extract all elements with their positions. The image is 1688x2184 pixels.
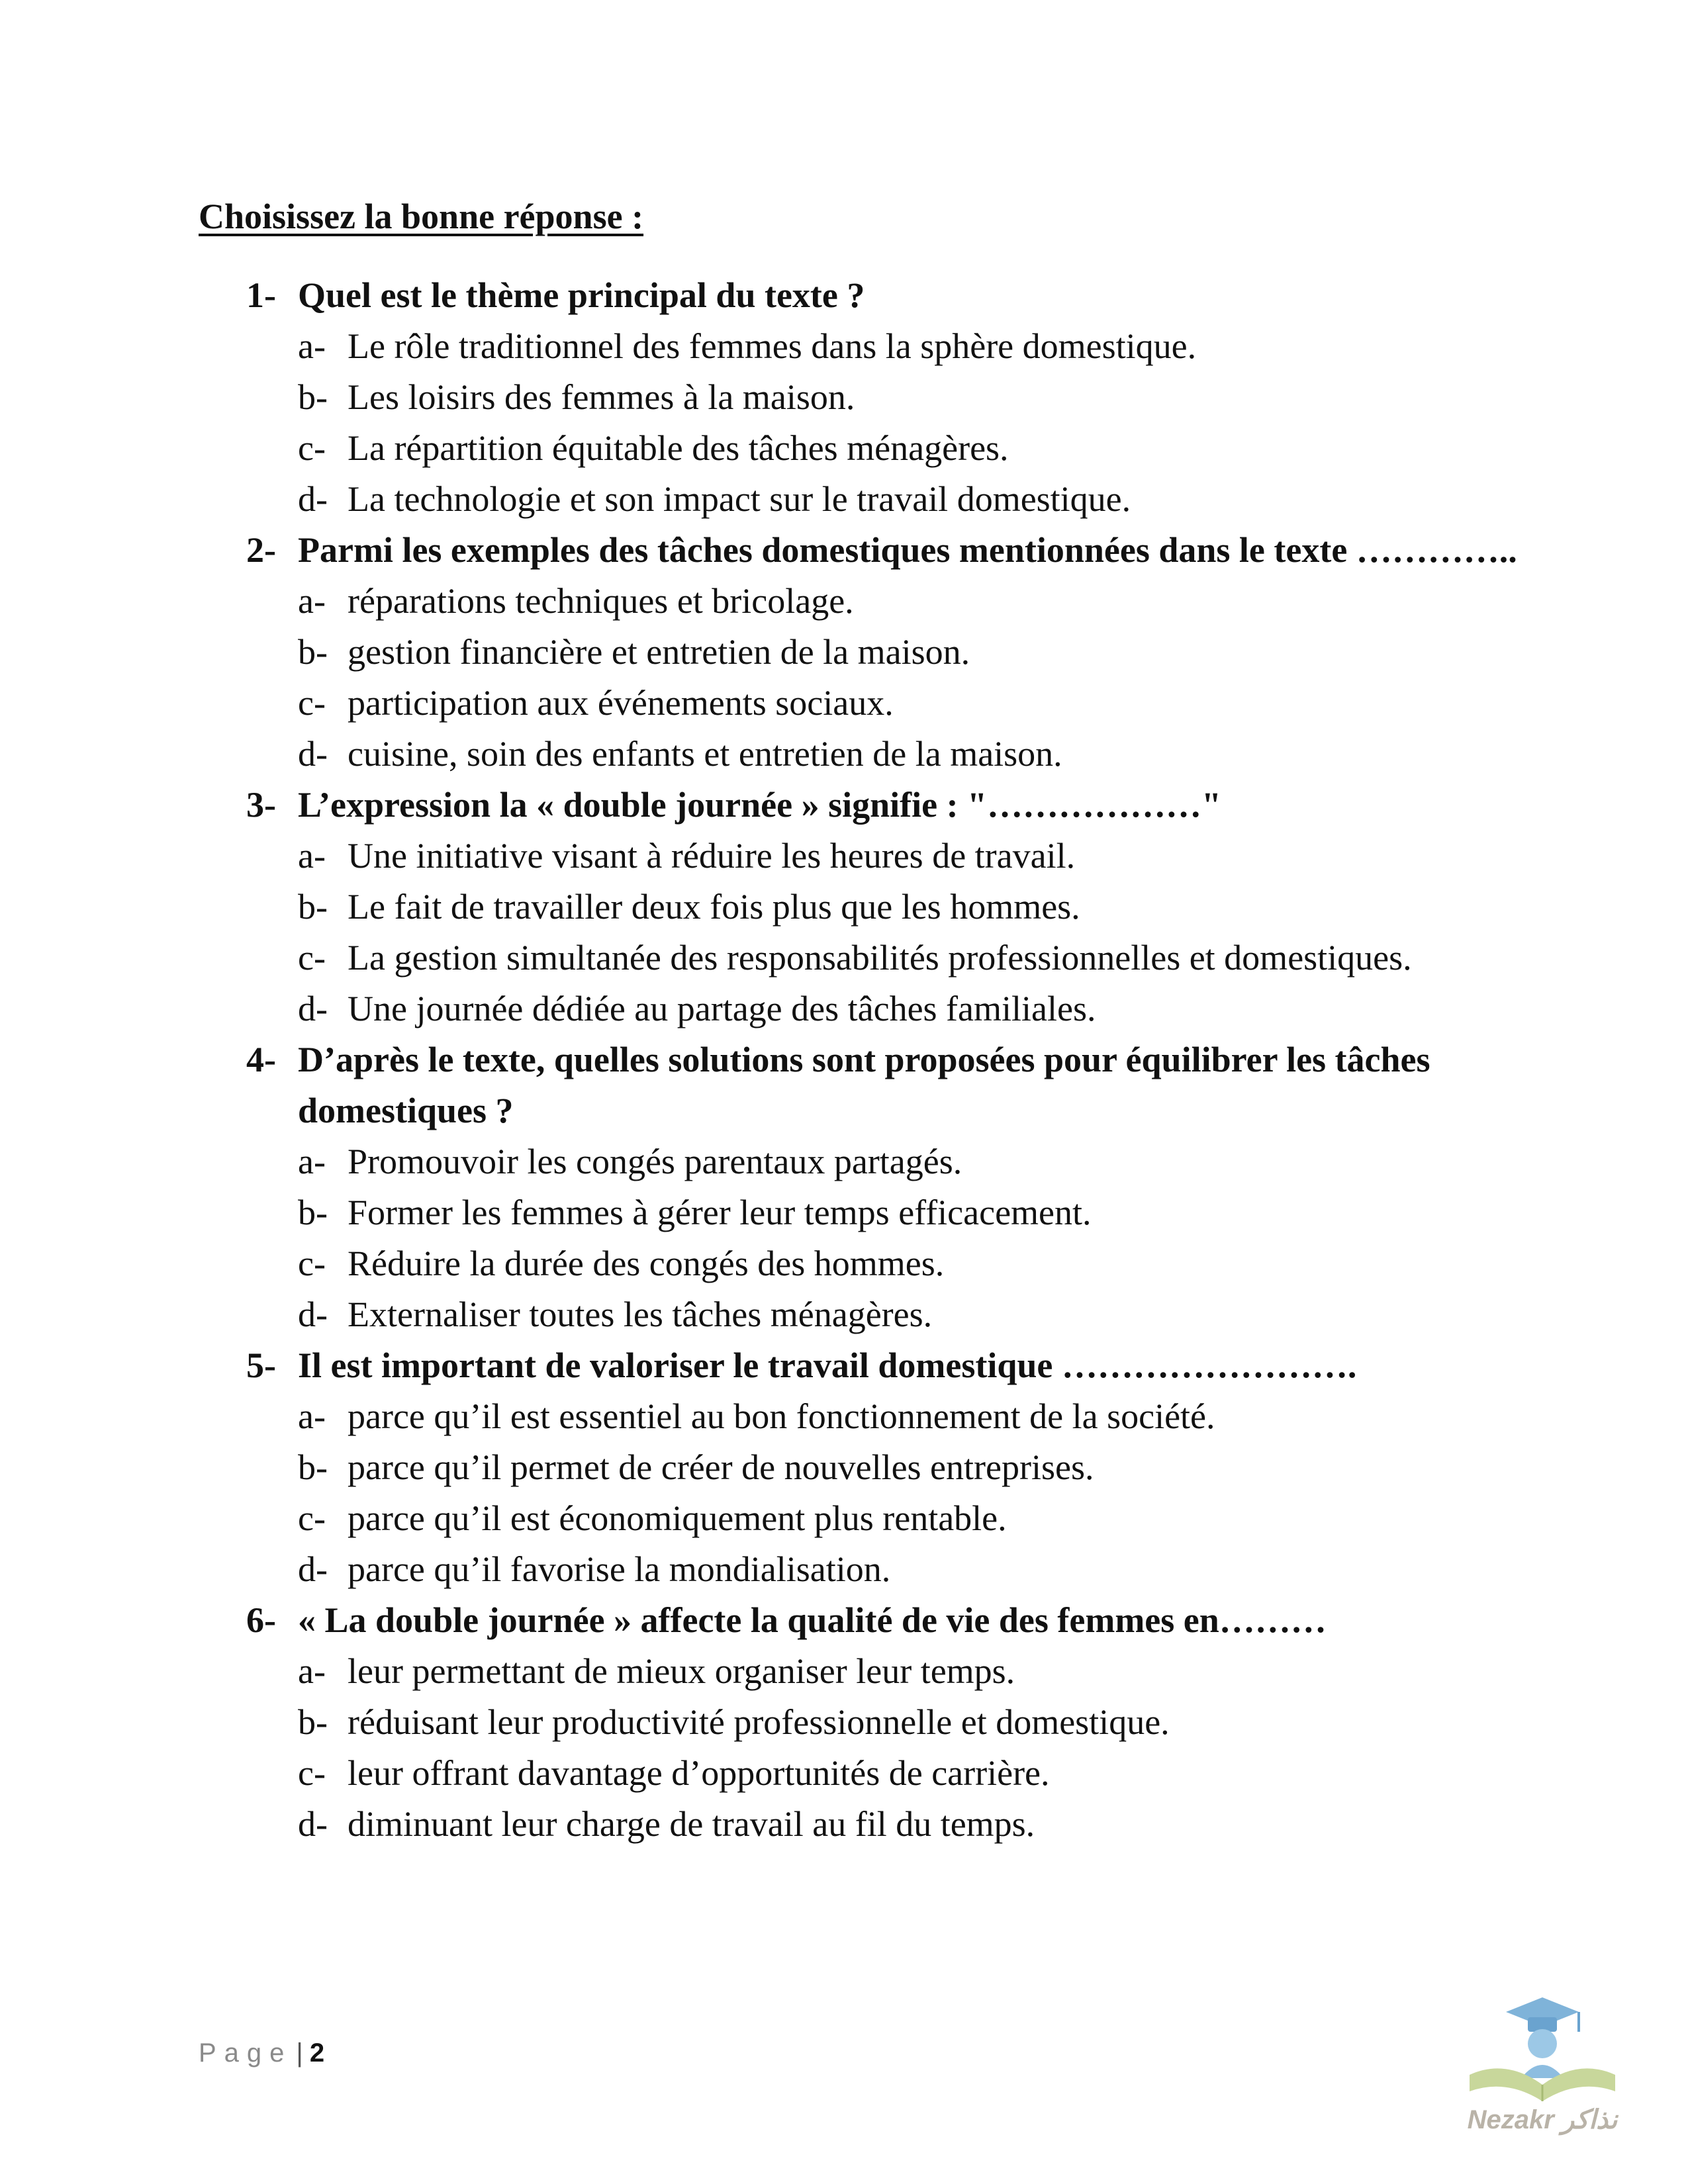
question-text: Parmi les exemples des tâches domestiques mentionnées dans le texte ………….. [298, 530, 1517, 570]
answer-option[interactable] [246, 372, 1544, 423]
option-letter: a- [298, 1651, 326, 1691]
question-stem [246, 1034, 1544, 1136]
question-number: 1- [246, 275, 276, 315]
answer-option[interactable] [246, 831, 1544, 882]
option-letter: c- [298, 1498, 326, 1538]
question-stem [246, 780, 1544, 831]
option-text: leur permettant de mieux organiser leur temps. [348, 1651, 1015, 1691]
option-letter: a- [298, 581, 326, 621]
answer-option[interactable] [246, 1646, 1544, 1697]
question-stem [246, 525, 1544, 576]
question-2 [246, 525, 1544, 780]
answer-option[interactable] [246, 423, 1544, 474]
option-text: Former les femmes à gérer leur temps efficacement. [348, 1193, 1092, 1232]
option-text: Une initiative visant à réduire les heures de travail. [348, 836, 1076, 876]
question-number: 2- [246, 530, 276, 570]
answer-option[interactable] [246, 627, 1544, 678]
option-letter: b- [298, 1193, 328, 1232]
option-letter: d- [298, 479, 328, 519]
section-title: Choisissez la bonne réponse : [199, 197, 644, 236]
option-letter: a- [298, 836, 326, 876]
option-text: leur offrant davantage d’opportunités de carrière. [348, 1753, 1050, 1793]
option-text: réduisant leur productivité professionnelle et domestique. [348, 1702, 1170, 1742]
option-text: parce qu’il favorise la mondialisation. [348, 1549, 891, 1589]
question-stem [246, 270, 1544, 321]
option-letter: a- [298, 326, 326, 366]
option-text: participation aux événements sociaux. [348, 683, 894, 723]
option-text: Réduire la durée des congés des hommes. [348, 1244, 945, 1283]
option-letter: d- [298, 1295, 328, 1334]
option-text: Les loisirs des femmes à la maison. [348, 377, 855, 417]
option-text: cuisine, soin des enfants et entretien de la maison. [348, 734, 1062, 774]
option-letter: c- [298, 1753, 326, 1793]
option-text: parce qu’il permet de créer de nouvelles entreprises. [348, 1447, 1094, 1487]
answer-option[interactable] [246, 933, 1544, 983]
option-letter: d- [298, 734, 328, 774]
nezakr-logo [1443, 1985, 1642, 2158]
option-letter: d- [298, 1549, 328, 1589]
option-letter: c- [298, 683, 326, 723]
option-text: Le fait de travailler deux fois plus que les hommes. [348, 887, 1080, 927]
page-number: 2 [309, 2038, 325, 2068]
option-letter: b- [298, 1447, 328, 1487]
option-letter: b- [298, 377, 328, 417]
question-text: L’expression la « double journée » signifie : "………………" [298, 785, 1222, 825]
option-letter: c- [298, 938, 326, 978]
question-number: 4- [246, 1040, 276, 1079]
question-4 [246, 1034, 1544, 1340]
question-1 [246, 270, 1544, 525]
answer-option[interactable] [246, 729, 1544, 780]
question-text: « La double journée » affecte la qualité de vie des femmes en……… [298, 1600, 1327, 1640]
answer-option[interactable] [246, 983, 1544, 1034]
answer-option[interactable] [246, 1187, 1544, 1238]
question-6 [246, 1595, 1544, 1850]
option-text: gestion financière et entretien de la maison. [348, 632, 970, 672]
option-text: diminuant leur charge de travail au fil du temps. [348, 1804, 1035, 1844]
question-text: Il est important de valoriser le travail domestique ……………………. [298, 1345, 1357, 1385]
option-text: La technologie et son impact sur le travail domestique. [348, 479, 1131, 519]
answer-option[interactable] [246, 1544, 1544, 1595]
logo-text: Nezakr نذاكر [1467, 2105, 1618, 2134]
answer-option[interactable] [246, 1748, 1544, 1799]
answer-option[interactable] [246, 678, 1544, 729]
answer-option[interactable] [246, 321, 1544, 372]
question-number: 6- [246, 1600, 276, 1640]
option-text: Externaliser toutes les tâches ménagères. [348, 1295, 933, 1334]
option-text: La répartition équitable des tâches ménagères. [348, 428, 1009, 468]
answer-option[interactable] [246, 882, 1544, 933]
question-stem [246, 1595, 1544, 1646]
option-text: Promouvoir les congés parentaux partagés. [348, 1142, 962, 1181]
option-text: La gestion simultanée des responsabilités professionnelles et domestiques. [348, 938, 1412, 978]
option-letter: a- [298, 1396, 326, 1436]
answer-option[interactable] [246, 1289, 1544, 1340]
answer-option[interactable] [246, 1136, 1544, 1187]
option-text: Le rôle traditionnel des femmes dans la sphère domestique. [348, 326, 1197, 366]
option-letter: d- [298, 1804, 328, 1844]
question-number: 3- [246, 785, 276, 825]
question-text: D’après le texte, quelles solutions sont proposées pour équilibrer les tâches domestiques ? [298, 1040, 1430, 1130]
option-text: parce qu’il est économiquement plus rentable. [348, 1498, 1007, 1538]
answer-option[interactable] [246, 1697, 1544, 1748]
option-letter: b- [298, 632, 328, 672]
page-label: Page [199, 2038, 293, 2068]
option-letter: c- [298, 428, 326, 468]
graduation-cap-book-icon [1443, 1985, 1642, 2105]
option-letter: b- [298, 1702, 328, 1742]
question-text: Quel est le thème principal du texte ? [298, 275, 865, 315]
option-letter: b- [298, 887, 328, 927]
option-text: Une journée dédiée au partage des tâches familiales. [348, 989, 1096, 1028]
answer-option[interactable] [246, 1391, 1544, 1442]
page-footer [199, 2038, 324, 2068]
answer-option[interactable] [246, 1238, 1544, 1289]
answer-option[interactable] [246, 1442, 1544, 1493]
question-5 [246, 1340, 1544, 1595]
option-letter: c- [298, 1244, 326, 1283]
option-letter: d- [298, 989, 328, 1028]
question-list [246, 270, 1544, 1850]
option-text: parce qu’il est essentiel au bon fonctionnement de la société. [348, 1396, 1215, 1436]
answer-option[interactable] [246, 474, 1544, 525]
page-separator: | [296, 2038, 303, 2068]
answer-option[interactable] [246, 1493, 1544, 1544]
answer-option[interactable] [246, 576, 1544, 627]
question-3 [246, 780, 1544, 1034]
question-stem [246, 1340, 1544, 1391]
option-text: réparations techniques et bricolage. [348, 581, 854, 621]
option-letter: a- [298, 1142, 326, 1181]
answer-option[interactable] [246, 1799, 1544, 1850]
question-number: 5- [246, 1345, 276, 1385]
